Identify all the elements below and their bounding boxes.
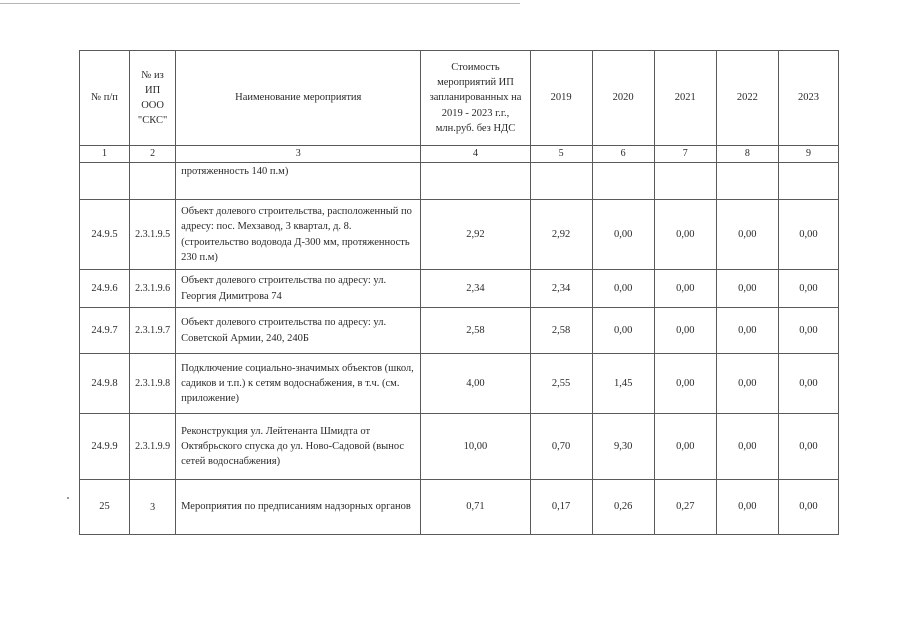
- row-2021: 0,00: [654, 270, 716, 308]
- header-2019: 2019: [530, 51, 592, 146]
- row-ip-number: 2.3.1.9.5: [130, 200, 176, 270]
- row-name: Подключение социально-значимых объектов (школ, садиков и т.п.) к сетям водоснабжения, в т.ч. (см. приложение): [176, 354, 421, 414]
- top-edge-rule: [0, 3, 520, 4]
- header-num: № п/п: [80, 51, 130, 146]
- row-cost: 2,92: [421, 200, 530, 270]
- header-2021: 2021: [654, 51, 716, 146]
- row-ip-number: 2.3.1.9.8: [130, 354, 176, 414]
- continuation-row: [80, 163, 839, 200]
- row-2023: 0,00: [778, 354, 838, 414]
- scan-speck: [67, 497, 69, 499]
- row-2020: 0,00: [592, 270, 654, 308]
- header-2020: 2020: [592, 51, 654, 146]
- row-2023: 0,00: [778, 308, 838, 354]
- row-2022: 0,00: [716, 200, 778, 270]
- row-2022: 0,00: [716, 414, 778, 480]
- continuation-text: протяженность 140 п.м): [176, 163, 421, 200]
- row-2022: 0,00: [716, 270, 778, 308]
- row-num: 24.9.6: [80, 270, 130, 308]
- row-num: 25: [80, 480, 130, 535]
- header-name: Наименование мероприятия: [176, 51, 421, 146]
- column-number: 8: [716, 146, 778, 163]
- row-2019: 2,58: [530, 308, 592, 354]
- header-2023: 2023: [778, 51, 838, 146]
- row-2020: 0,00: [592, 200, 654, 270]
- row-ip-number: 3: [130, 480, 176, 535]
- row-2023: 0,00: [778, 270, 838, 308]
- column-number: 3: [176, 146, 421, 163]
- column-number: 5: [530, 146, 592, 163]
- row-2023: 0,00: [778, 414, 838, 480]
- row-2021: 0,00: [654, 308, 716, 354]
- column-number: 9: [778, 146, 838, 163]
- column-number: 1: [80, 146, 130, 163]
- row-cost: 4,00: [421, 354, 530, 414]
- row-num: 24.9.5: [80, 200, 130, 270]
- row-name: Мероприятия по предписаниям надзорных органов: [176, 480, 421, 535]
- row-2021: 0,00: [654, 354, 716, 414]
- row-2019: 0,17: [530, 480, 592, 535]
- row-cost: 0,71: [421, 480, 530, 535]
- row-num: 24.9.8: [80, 354, 130, 414]
- column-number: 4: [421, 146, 530, 163]
- row-2020: 0,26: [592, 480, 654, 535]
- row-name: Реконструкция ул. Лейтенанта Шмидта от Октябрьского спуска до ул. Ново-Садовой (вынос сетей водоснабжения): [176, 414, 421, 480]
- row-2019: 0,70: [530, 414, 592, 480]
- row-name: Объект долевого строительства, расположенный по адресу: пос. Мехзавод, 3 квартал, д. 8. (строительство водовода Д-300 мм, протяженность 230 п.м): [176, 200, 421, 270]
- row-cost: 2,58: [421, 308, 530, 354]
- row-2020: 9,30: [592, 414, 654, 480]
- row-cost: 10,00: [421, 414, 530, 480]
- row-2020: 0,00: [592, 308, 654, 354]
- row-2022: 0,00: [716, 480, 778, 535]
- row-2021: 0,27: [654, 480, 716, 535]
- row-2019: 2,34: [530, 270, 592, 308]
- row-ip-number: 2.3.1.9.9: [130, 414, 176, 480]
- table-row: [80, 200, 839, 270]
- row-ip-number: 2.3.1.9.6: [130, 270, 176, 308]
- row-2021: 0,00: [654, 414, 716, 480]
- header-row: [80, 51, 839, 146]
- table-row: [80, 480, 839, 535]
- header-cost: Стоимость мероприятий ИП запланированных на 2019 - 2023 г.г., млн.руб. без НДС: [421, 51, 530, 146]
- row-ip-number: 2.3.1.9.7: [130, 308, 176, 354]
- row-2019: 2,92: [530, 200, 592, 270]
- row-name: Объект долевого строительства по адресу: ул. Георгия Димитрова 74: [176, 270, 421, 308]
- column-number: 2: [130, 146, 176, 163]
- column-number: 7: [654, 146, 716, 163]
- table-row: [80, 270, 839, 308]
- row-2020: 1,45: [592, 354, 654, 414]
- row-2022: 0,00: [716, 308, 778, 354]
- row-num: 24.9.9: [80, 414, 130, 480]
- header-2022: 2022: [716, 51, 778, 146]
- row-name: Объект долевого строительства по адресу: ул. Советской Армии, 240, 240Б: [176, 308, 421, 354]
- row-2023: 0,00: [778, 200, 838, 270]
- row-2022: 0,00: [716, 354, 778, 414]
- header-ip-number: № из ИП ООО "СКС": [130, 51, 176, 146]
- table-row: [80, 308, 839, 354]
- column-number: 6: [592, 146, 654, 163]
- row-num: 24.9.7: [80, 308, 130, 354]
- row-2023: 0,00: [778, 480, 838, 535]
- table-row: [80, 354, 839, 414]
- column-number-row: [80, 146, 839, 163]
- investment-program-table: [79, 50, 839, 535]
- table-row: [80, 414, 839, 480]
- row-2021: 0,00: [654, 200, 716, 270]
- row-cost: 2,34: [421, 270, 530, 308]
- row-2019: 2,55: [530, 354, 592, 414]
